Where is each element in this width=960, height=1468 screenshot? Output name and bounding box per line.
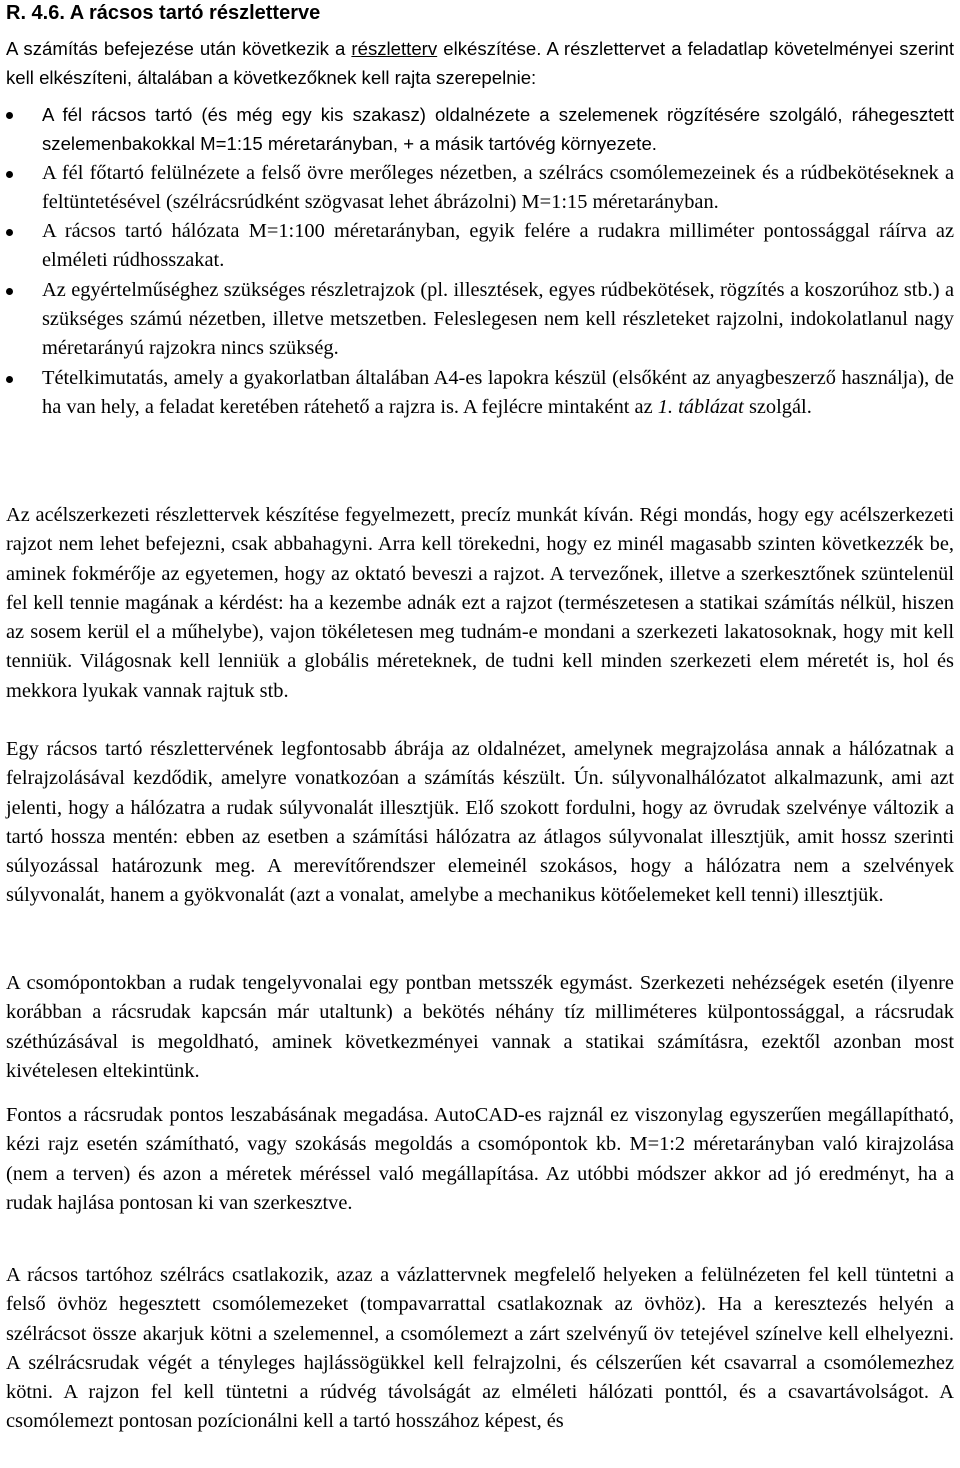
section-title: R. 4.6. A rácsos tartó részletterve	[6, 2, 321, 24]
intro-underlined-term: részletterv	[351, 38, 438, 59]
paragraph: Az acélszerkezeti részlettervek készítése fegyelmezett, precíz munkát kíván. Régi mondás, hogy egy acélszerkezeti rajzot nem lehet befejezni, csak abbahagyni. Arra kell törekedni, hogy ez minél magasabb szinten következzék be, aminek fokmérője az egyetemen, hogy az oktató beveszi a rajzot. A tervezőnek, illetve a szerkesztőnek szüntelenül fel kell tennie magának a kérdést: ha a kezembe adnák ezt a rajzot (természetesen a statikai számítás nélkül, hiszen az sosem kerül el a műhelybe), vajon tökéletesen meg tudnám-e mondani a szerkezeti lakatosoknak, hogy mit kell tenniük. Világosnak kell lenniük a globális méreteknek, de tudni kell minden szerkezeti elem méretét is, hol és mekkora lyukak vannak rajtuk stb.	[6, 504, 954, 702]
bullet-icon	[6, 376, 13, 383]
intro-text-before: A számítás befejezése után következik a	[6, 38, 352, 59]
paragraph: Fontos a rácsrudak pontos leszabásának megadása. AutoCAD-es rajznál ez viszonylag egyszerűen megállapítható, kézi rajz esetén számítható, vagy szokásás megoldás a csomópontok kb. M=1:2 méretarányban való kirajzolása (nem a terven) és azon a méretek méréssel való megállapítása. Az utóbbi módszer akkor ad jó eredményt, ha a rudak hajlása pontosan ki van szerkesztve.	[6, 1104, 954, 1214]
list-item	[6, 100, 954, 159]
list-item-text: A fél főtartó felülnézete a felső övre merőleges nézetben, a szélrács csomólemezeinek és a rúdbekötéseknek a feltüntetésével (szélrácsrúdként szögvasat lehet ábrázolni) M=1:15 méretarányban.	[42, 161, 954, 213]
list-item-text-before: Tételkimutatás, amely a gyakorlatban általában A4-es lapokra készül (elsőként az anyagbeszerző használja), de ha van hely, a feladat keretében rátehető a rajzra is. A fejlécre mintaként az	[42, 366, 954, 418]
bullet-icon	[6, 229, 13, 236]
bullet-icon	[6, 288, 13, 295]
requirements-list	[6, 100, 954, 422]
table-reference: 1. táblázat	[657, 395, 744, 418]
list-item-text: A fél rácsos tartó (és még egy kis szakasz) oldalnézete a szelemenek rögzítésére szolgáló, ráhegesztett szelemenbakokkal M=1:15 méretarányban, + a másik tartóvég környezete.	[42, 104, 954, 155]
list-item	[6, 159, 954, 218]
paragraph: A rácsos tartóhoz szélrács csatlakozik, azaz a vázlattervnek megfelelő helyeken a felülnézeten fel kell tüntetni a felső övhöz hegesztett csomólemezeket (tompavarrattal csatlakoznak az övhöz). Ha a keresztezés helyén a szélrácsot össze akarjuk kötni a szelemennel, a csomólemezt a zárt szelvényű öv tetejével színelve kell elhelyezni. A szélrácsrudak végét a tényleges hajlássögükkel kell felrajzolni, és célszerűen két csavarral a csomólemezhez kötni. A rajzon fel kell tüntetni a rúdvég távolságát az elméleti hálózati ponttól, és a csavartávolságot. A csomólemezt pontosan pozícionálni kell a tartó hosszához képest, és	[6, 1264, 954, 1433]
intro-paragraph	[6, 34, 954, 93]
list-item	[6, 217, 954, 276]
list-item	[6, 276, 954, 364]
paragraph: Egy rácsos tartó részlettervének legfontosabb ábrája az oldalnézet, amelynek megrajzolása annak a hálózatnak a felrajzolásával kezdődik, amelyre vonatkozóan a számítás készült. Ún. súlyvonalhálózatot alkalmazunk, ami azt jelenti, hogy a hálózatra a rudak súlyvonalát illesztjük. Elő szokott fordulni, hogy az övrudak szelvénye változik a tartó hossza mentén: ebben az esetben a számítási hálózatra az átlagos súlyvonalat illesztjük, amit hossz szerinti súlyozással határozunk meg. A merevítőrendszer elemeinél szokásos, hogy a hálózatra nem a szelvények súlyvonalát, hanem a gyökvonalát (azt a vonalat, amelybe a mechanikus kötőelemeket kell tenni) illesztjük.	[6, 738, 954, 907]
bullet-icon	[6, 112, 13, 119]
list-item-text: A rácsos tartó hálózata M=1:100 méretarányban, egyik felére a rudakra milliméter pontossággal ráírva az elméleti rúdhosszakat.	[42, 220, 954, 272]
paragraph: A csomópontokban a rudak tengelyvonalai egy pontban metsszék egymást. Szerkezeti nehézségek esetén (ilyenre korábban a rácsrudak kapcsán már utaltunk) a bekötés néhány tíz milliméteres külpontossággal, a rácsrudak széthúzásával is megoldható, aminek következményei vannak a statikai számításra, ezektől azonban most kivételesen eltekintünk.	[6, 972, 954, 1082]
list-item-text: Az egyértelműséghez szükséges részletrajzok (pl. illesztések, egyes rúdbekötések, rögzítés a koszorúhoz stb.) a szükséges számú nézetben, illetve metszetben. Feleslegesen nem kell részleteket rajzolni, indokolatlanul nagy méretarányú rajzokra nincs szükség.	[42, 278, 954, 360]
list-item	[6, 364, 954, 423]
bullet-icon	[6, 171, 13, 178]
intro-text-after: elkészítése. A részlettervet a feladatlap követelményei szerint kell elkészíteni, általában a következőknek kell rajta szerepelnie:	[6, 38, 954, 89]
list-item-text-after: szolgál.	[743, 395, 812, 418]
